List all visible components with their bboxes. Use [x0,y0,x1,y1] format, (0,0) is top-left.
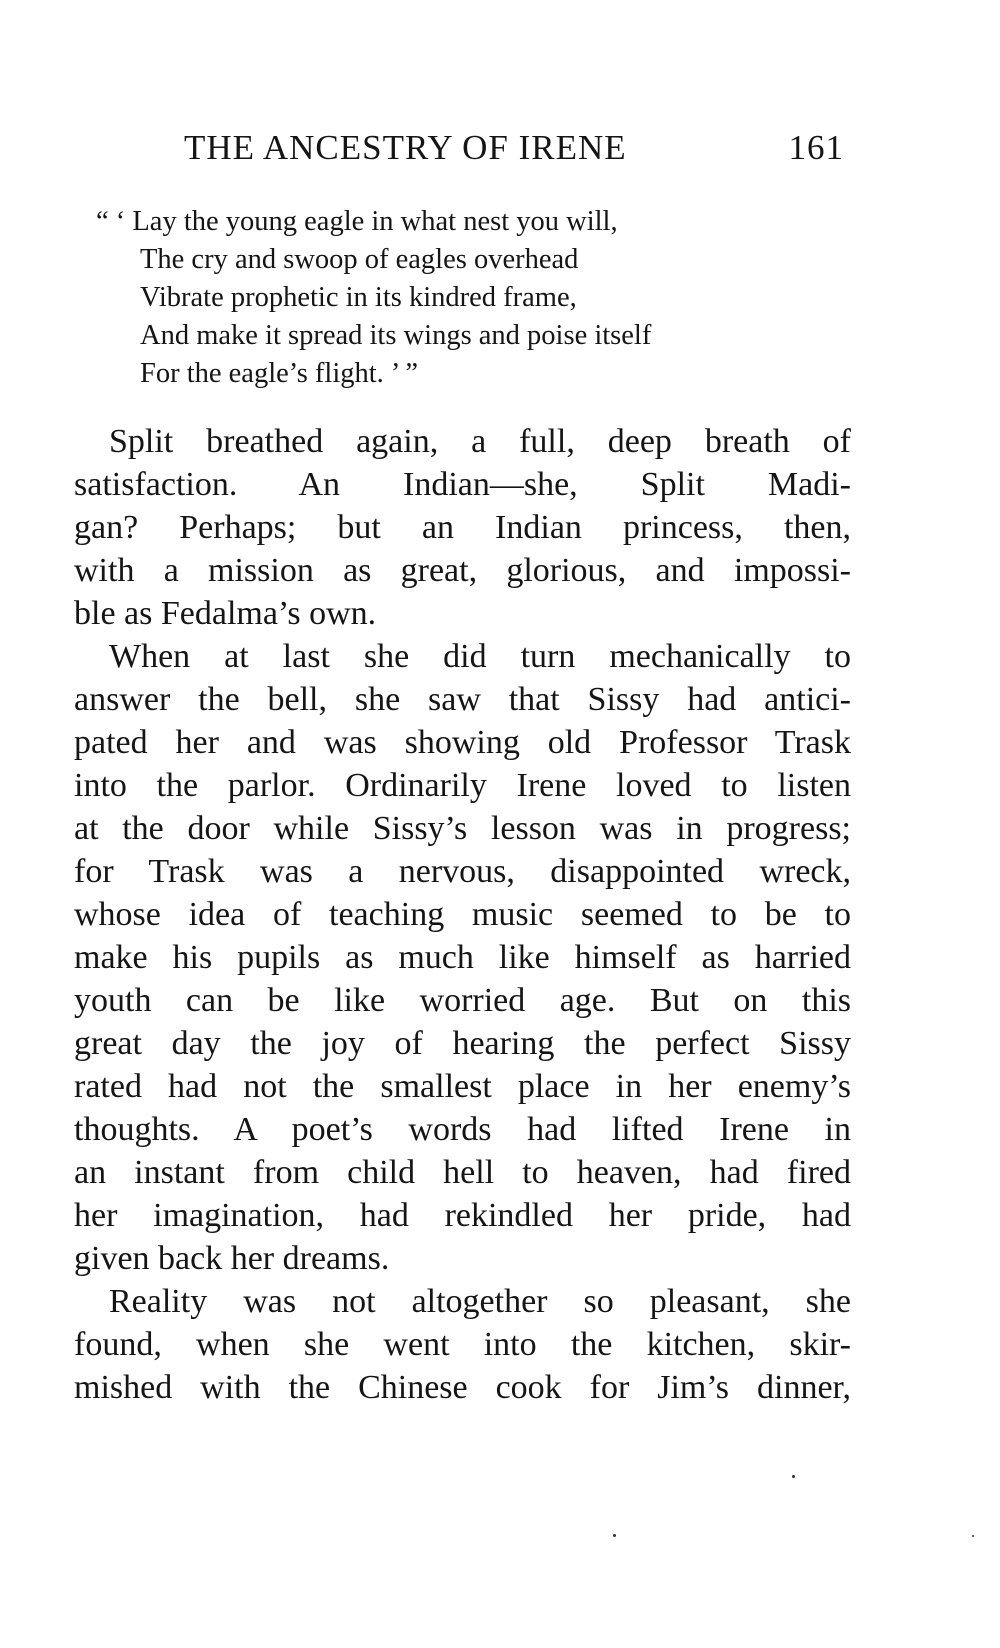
text-line: pated her and was showing old Professor Trask [74,724,851,761]
text-line: found, when she went into the kitchen, skir- [74,1326,851,1363]
text-line: whose idea of teaching music seemed to be to [74,896,851,933]
text-line: into the parlor. Ordinarily Irene loved to listen [74,767,851,804]
text-line: answer the bell, she saw that Sissy had antici- [74,681,851,718]
running-head-title: THE ANCESTRY OF IRENE [184,128,627,167]
text-line: thoughts. A poet’s words had lifted Irene in [74,1111,851,1148]
text-line: gan? Perhaps; but an Indian princess, then, [74,509,851,546]
text-line: Reality was not altogether so pleasant, she [109,1283,851,1320]
body-text [74,420,851,1409]
verse-line: Vibrate prophetic in its kindred frame, [140,282,577,313]
paper-speck [972,1535,974,1537]
text-line: make his pupils as much like himself as harried [74,939,851,976]
text-line: mished with the Chinese cook for Jim’s dinner, [74,1369,851,1406]
text-line: an instant from child hell to heaven, had fired [74,1154,851,1191]
verse-line: And make it spread its wings and poise itself [140,320,652,351]
text-line: for Trask was a nervous, disappointed wreck, [74,853,851,890]
verse-quotation [96,203,856,393]
verse-line: “ ‘ Lay the young eagle in what nest you will, [96,206,618,237]
text-line: ble as Fedalma’s own. [74,595,377,632]
text-line: youth can be like worried age. But on this [74,982,851,1019]
verse-line: The cry and swoop of eagles overhead [140,244,579,275]
text-line: given back her dreams. [74,1240,390,1277]
text-line: When at last she did turn mechanically to [109,638,851,675]
text-line: rated had not the smallest place in her enemy’s [74,1068,851,1105]
text-line: her imagination, had rekindled her pride, had [74,1197,851,1234]
text-line: satisfaction. An Indian—she, Split Madi- [74,466,851,503]
text-line: great day the joy of hearing the perfect Sissy [74,1025,851,1062]
text-line: at the door while Sissy’s lesson was in progress; [74,810,851,847]
page-number: 161 [788,128,844,167]
text-line: Split breathed again, a full, deep breath of [109,423,851,460]
paper-speck [792,1475,795,1478]
verse-line: For the eagle’s flight. ’ ” [140,358,419,389]
text-line: with a mission as great, glorious, and impossi- [74,552,851,589]
paper-speck [613,1534,616,1537]
running-head [184,128,844,168]
